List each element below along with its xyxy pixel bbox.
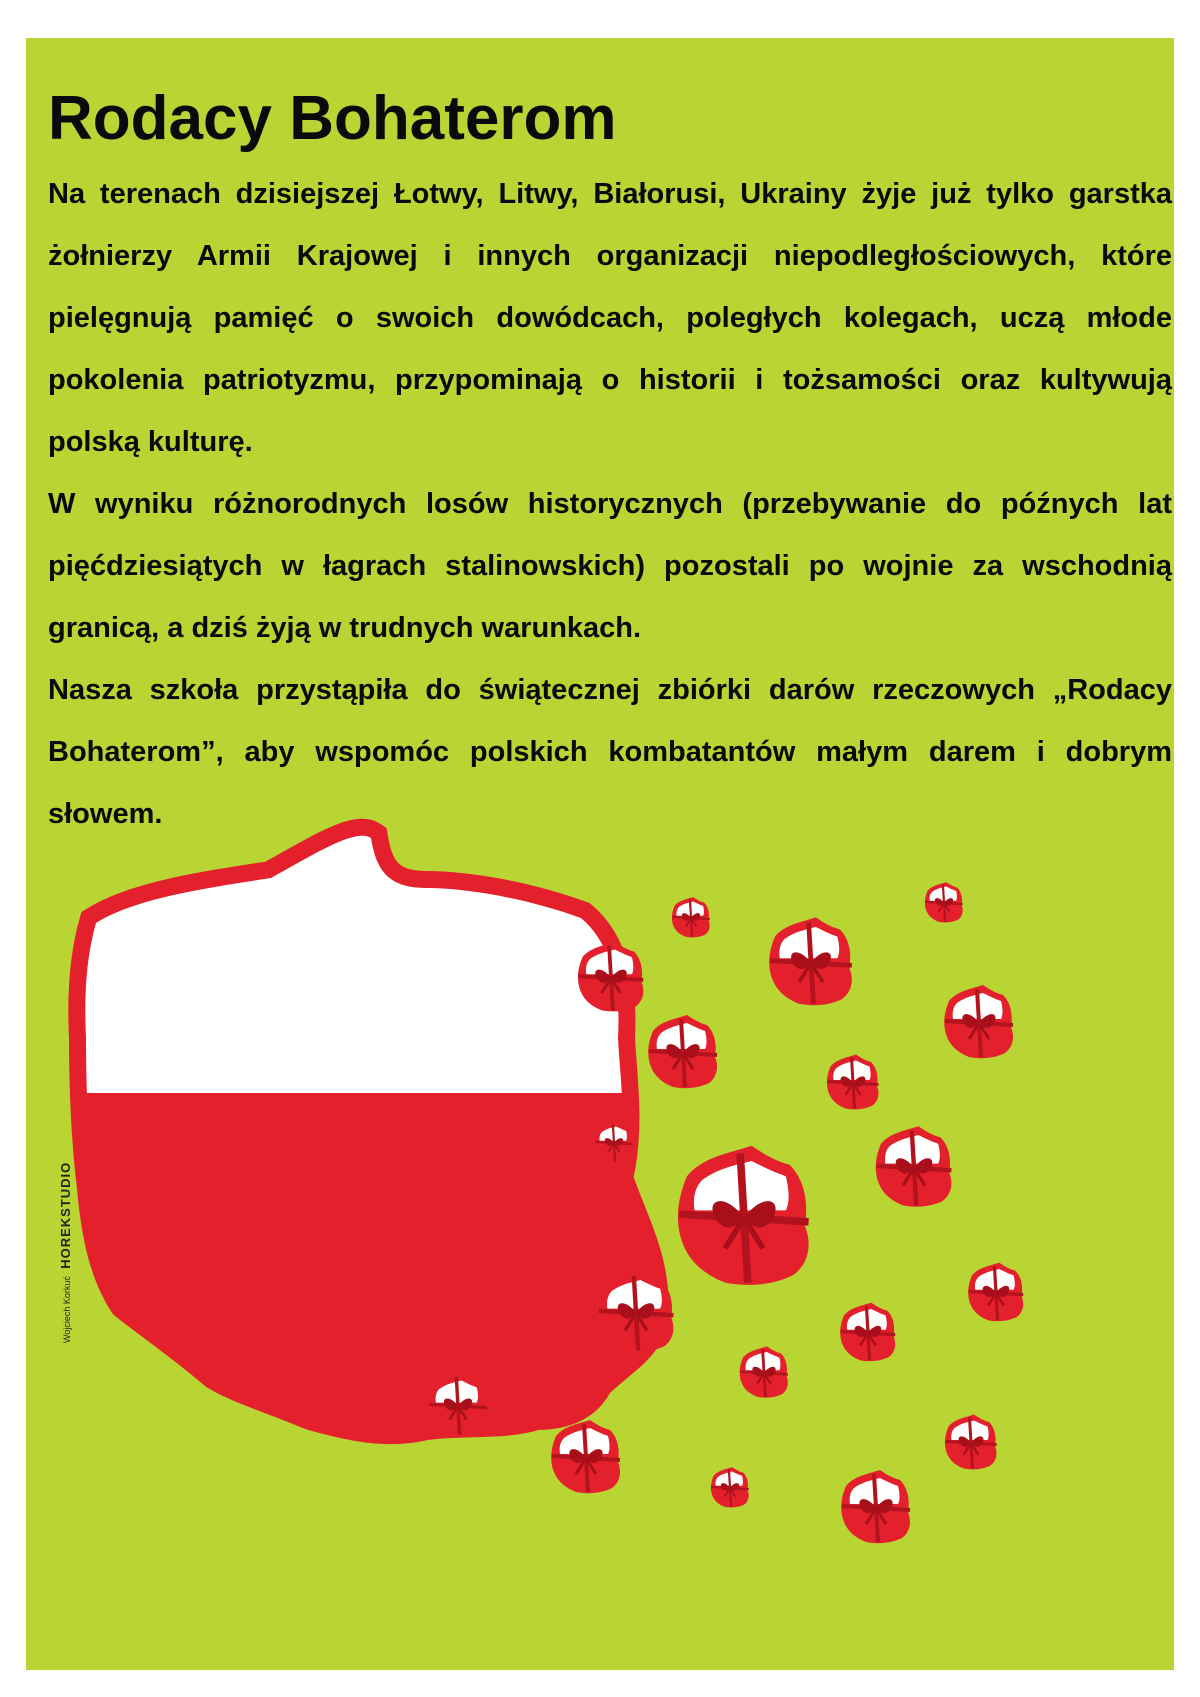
paragraph-2: W wyniku różnorodnych losów historycznych (przebywanie do późnych lat pięćdziesiątych w łagrach stalinowskich) pozostali po wojnie za wschodnią granicą, a dziś żyją w trudnych warunkach. (48, 488, 1172, 644)
gift-icon (827, 1055, 879, 1110)
gift-icon (428, 1374, 486, 1436)
gift-icon (551, 1420, 620, 1493)
gift-icon (711, 1467, 749, 1507)
gift-icon (968, 1263, 1023, 1322)
credit-author: Wojciech Korkuć (62, 1276, 72, 1343)
gift-icon (945, 1415, 997, 1470)
gift-icon (769, 917, 852, 1005)
credit (58, 1162, 73, 1343)
page-title: Rodacy Bohaterom (48, 84, 617, 153)
gift-icon (598, 1271, 674, 1352)
paragraph-1: Na terenach dzisiejszej Łotwy, Litwy, Białorusi, Ukrainy żyje już tylko garstka żołnierzy Armii Krajowej i innych organizacji niepodległościowych, które pielęgnują pamięć o swoich dowódcach, poległych kolegach, uczą młode pokolenia patriotyzmu, przypominają o historii i tożsamości oraz kultywują polską kulturę. (48, 178, 1172, 458)
gift-icon (841, 1470, 910, 1543)
gift-icon (876, 1126, 952, 1207)
gift-icon (578, 942, 643, 1012)
paragraph-3: Nasza szkoła przystąpiła do świątecznej zbiórki darów rzeczowych „Rodacy Bohaterom”, aby wspomóc polskich kombatantów małym darem i dobrym słowem. (48, 674, 1172, 830)
gift-icon (672, 897, 710, 937)
gift-icon (840, 1303, 895, 1362)
gift-icon (944, 985, 1013, 1058)
gift-icon (678, 1146, 809, 1285)
gift-icon (925, 882, 963, 922)
credit-studio: HOREKSTUDIO (58, 1161, 73, 1269)
poster (26, 38, 1174, 1670)
gift-icon (595, 1122, 633, 1162)
gift-icon (648, 1015, 717, 1088)
illustration (26, 38, 1174, 1670)
gift-icon (740, 1346, 788, 1397)
